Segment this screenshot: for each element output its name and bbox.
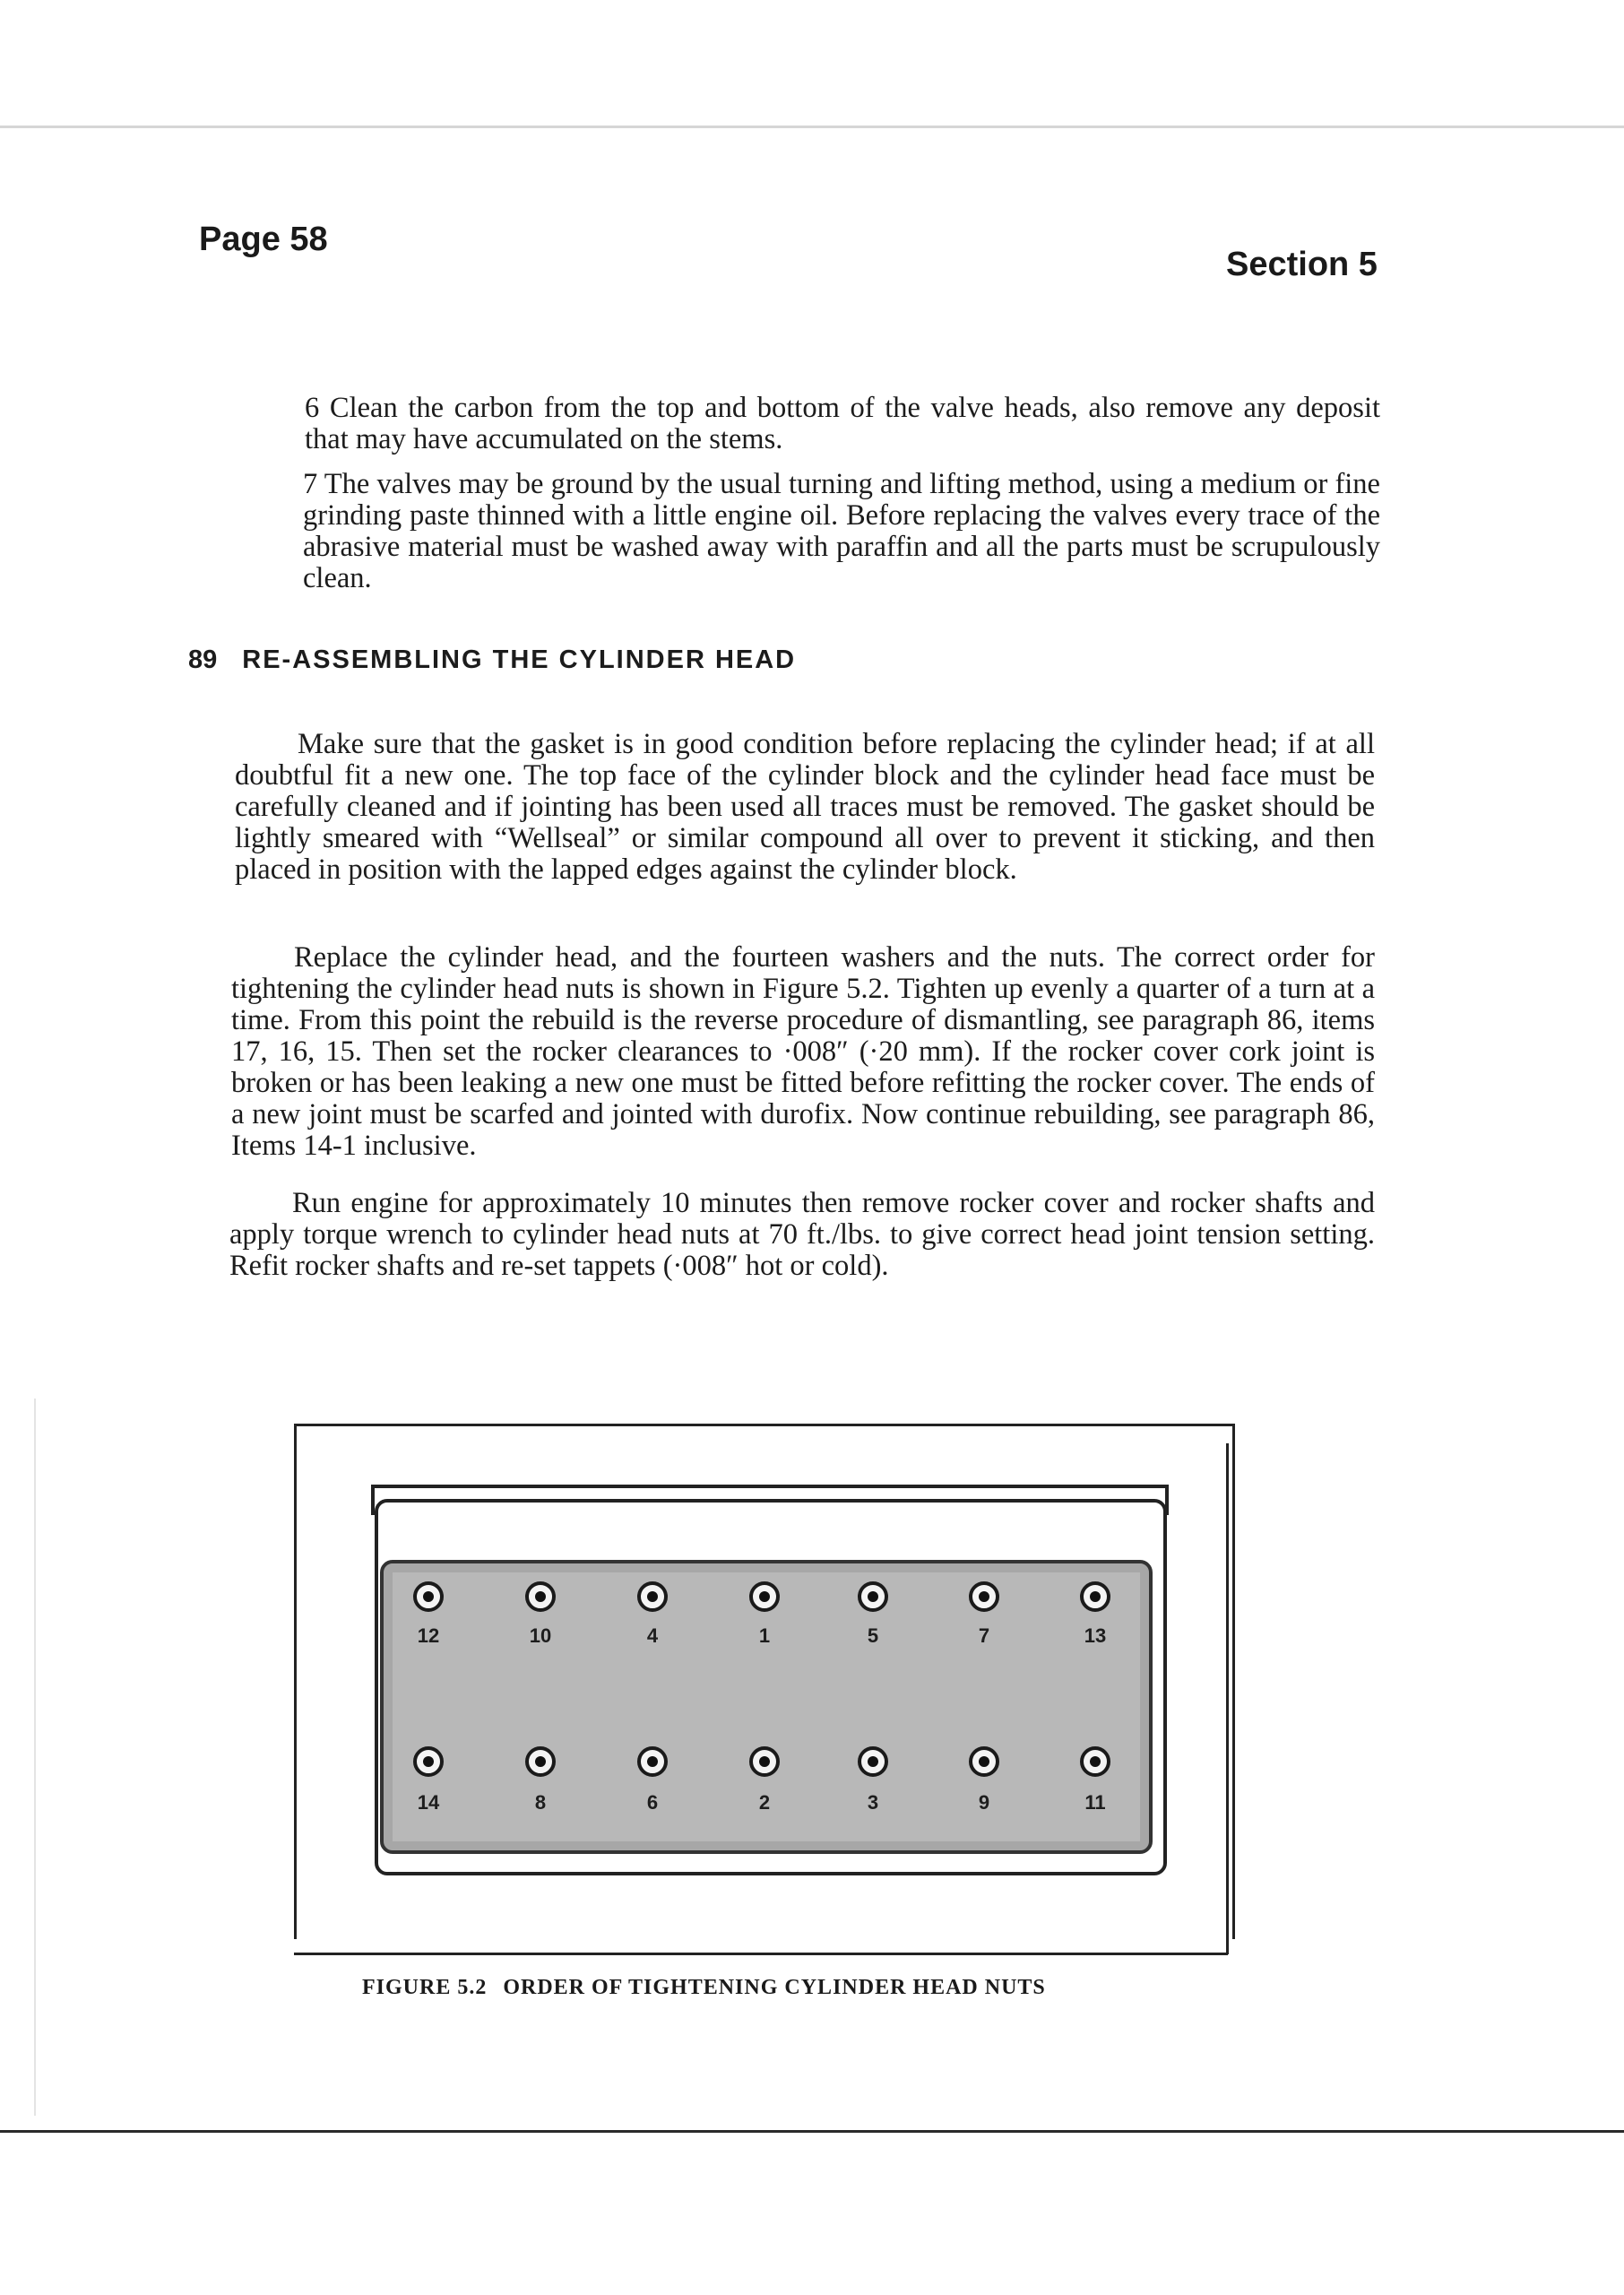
figure-frame-right (1226, 1443, 1229, 1954)
nut-label: 5 (867, 1624, 879, 1647)
nut-icon (413, 1581, 444, 1612)
paragraph-gasket: Make sure that the gasket is in good condition before replacing the cylinder head; if at all doubtful fit a new one. The top face of the cylinder block and the cylinder head face must be carefully cleaned and if jointing has been used all traces must be removed. The gasket should be lightly smeared with “Wellseal” or similar compound all over to prevent it sticking, and then placed in position with the lapped edges against the cylinder block. (235, 727, 1375, 886)
nut-icon (969, 1581, 999, 1612)
nut-label: 2 (758, 1791, 771, 1814)
nut-label: 3 (867, 1791, 879, 1814)
paragraph-7: 7 The valves may be ground by the usual turning and lifting method, using a medium or fine grinding paste thinned with a little engine oil. Before replacing the valves every trace of the abrasive material must be washed away with paraffin and all the parts must be scrupulously clean. (303, 467, 1380, 594)
nut-icon (749, 1581, 780, 1612)
cylinder-head-top-frame (371, 1485, 1169, 1515)
caption-figure-number: FIGURE 5.2 (362, 1976, 488, 1999)
nut-icon (749, 1746, 780, 1777)
nut-label: 7 (978, 1624, 990, 1647)
nut-label: 9 (978, 1791, 990, 1814)
heading-title: RE-ASSEMBLING THE CYLINDER HEAD (242, 645, 797, 674)
paragraph-tightening: Replace the cylinder head, and the fourteen washers and the nuts. The correct order for tightening the cylinder head nuts is shown in Figure 5.2. Tighten up evenly a quarter of a turn at a time. From this point the rebuild is the reverse procedure of dismantling, see paragraph 86, items 17, 16, 15. Then set the rocker clearances to ·008″ (·20 mm). If the rocker cover cork joint is broken or has been leaking a new one must be fitted before refitting the rocker cover. The ends of a new joint must be scarfed and jointed with durofix. Now continue rebuilding, see paragraph 86, Items 14-1 inclusive. (231, 940, 1375, 1162)
nut-label: 13 (1084, 1624, 1107, 1647)
paragraph-6: 6 Clean the carbon from the top and bottom of the valve heads, also remove any deposit that may have accumulated on the stems. (305, 391, 1380, 455)
figure-caption (362, 1976, 1046, 2000)
nut-label: 1 (758, 1624, 771, 1647)
caption-text: ORDER OF TIGHTENING CYLINDER HEAD NUTS (503, 1976, 1046, 1999)
nut-label: 6 (646, 1791, 659, 1814)
nut-icon (969, 1746, 999, 1777)
page-number: Page 58 (199, 221, 328, 258)
nut-label: 4 (646, 1624, 659, 1647)
nut-icon (637, 1746, 668, 1777)
heading-number: 89 (188, 645, 218, 674)
scan-edge-top (0, 126, 1624, 128)
section-heading (188, 645, 796, 675)
nut-label: 10 (529, 1624, 552, 1647)
nut-icon (525, 1581, 556, 1612)
nut-icon (525, 1746, 556, 1777)
nut-label: 11 (1084, 1791, 1106, 1814)
figure-frame-bottom (294, 1953, 1228, 1955)
scan-edge-bottom (0, 2130, 1624, 2133)
nut-icon (1080, 1746, 1110, 1777)
scan-margin-mark (34, 1399, 36, 2116)
nut-icon (1080, 1581, 1110, 1612)
nut-label: 12 (417, 1624, 440, 1647)
nut-label: 14 (417, 1791, 440, 1814)
paragraph-torque: Run engine for approximately 10 minutes then remove rocker cover and rocker shafts and apply torque wrench to cylinder head nuts at 70 ft./lbs. to give correct head joint tension setting. Refit rocker shafts and re-set tappets (·008″ hot or cold). (229, 1186, 1375, 1282)
nut-icon (858, 1581, 888, 1612)
nut-icon (858, 1746, 888, 1777)
nut-label: 8 (534, 1791, 547, 1814)
nut-icon (637, 1581, 668, 1612)
nut-icon (413, 1746, 444, 1777)
section-number: Section 5 (1226, 246, 1378, 283)
